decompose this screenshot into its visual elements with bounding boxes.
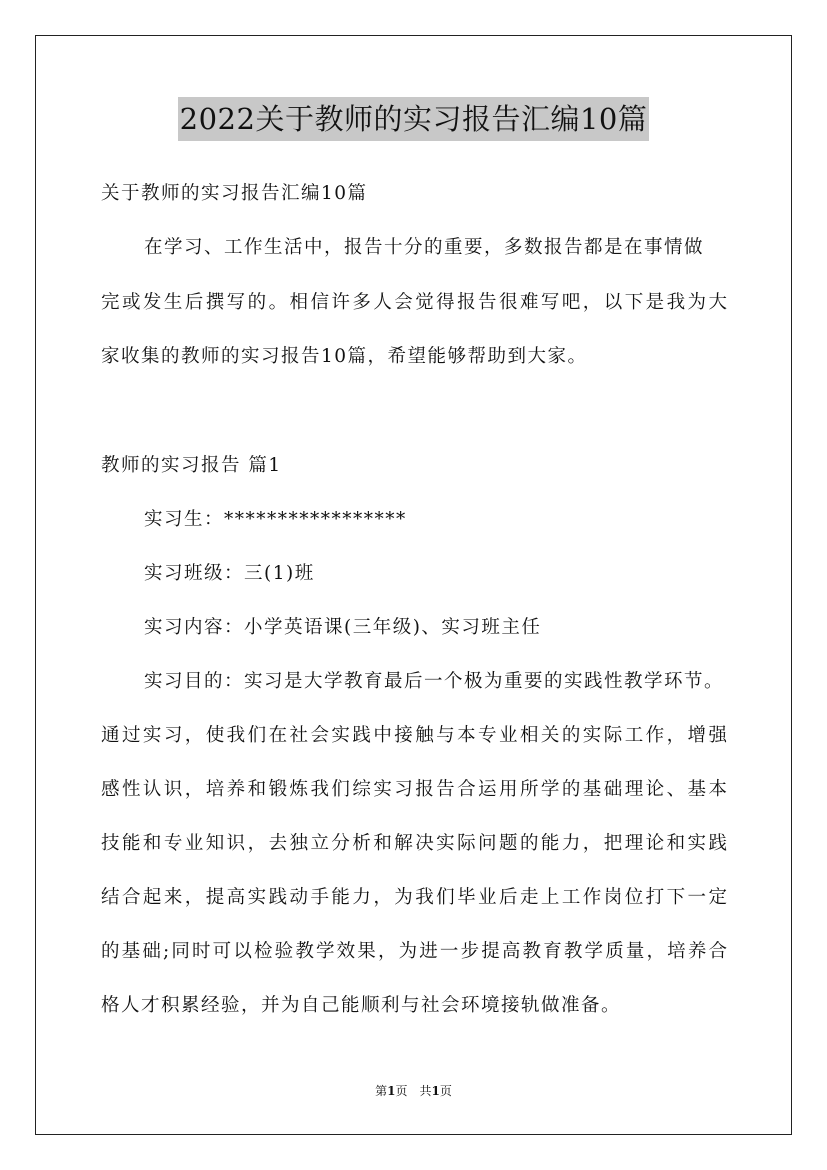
purpose-line-4: 技能和专业知识，去独立分析和解决实际问题的能力，把理论和实践	[101, 833, 727, 854]
purpose-line-6: 的基础;同时可以检验教学效果，为进一步提高教育教学质量，培养合	[101, 941, 727, 962]
document-title: 2022关于教师的实习报告汇编10篇	[178, 97, 650, 141]
field-class: 实习班级：三(1)班	[144, 563, 315, 584]
page-mid: 页 共	[395, 1084, 432, 1098]
intro-line-2: 完或发生后撰写的。相信许多人会觉得报告很难写吧，以下是我为大	[101, 292, 727, 313]
field-student: 实习生：*****************	[144, 509, 407, 530]
purpose-line-5: 结合起来，提高实践动手能力，为我们毕业后走上工作岗位打下一定	[101, 887, 727, 908]
intro-line-1: 在学习、工作生活中，报告十分的重要，多数报告都是在事情做	[144, 237, 705, 258]
page-prefix: 第	[375, 1084, 388, 1098]
intro-line-3: 家收集的教师的实习报告10篇，希望能够帮助到大家。	[101, 346, 588, 367]
field-content: 实习内容：小学英语课(三年级)、实习班主任	[144, 617, 542, 638]
page-suffix: 页	[439, 1084, 452, 1098]
title-container	[0, 97, 827, 141]
purpose-line-7: 格人才积累经验，并为自己能顺利与社会环境接轨做准备。	[101, 995, 622, 1016]
page-total: 1	[431, 1084, 440, 1098]
page-current: 1	[387, 1084, 396, 1098]
purpose-line-2: 通过实习，使我们在社会实践中接触与本专业相关的实际工作，增强	[101, 725, 727, 746]
purpose-line-1: 实习目的：实习是大学教育最后一个极为重要的实践性教学环节。	[144, 671, 725, 692]
document-subtitle: 关于教师的实习报告汇编10篇	[101, 183, 368, 204]
section-heading: 教师的实习报告 篇1	[101, 455, 282, 476]
page-number-footer	[0, 1083, 827, 1099]
purpose-line-3: 感性认识，培养和锻炼我们综实习报告合运用所学的基础理论、基本	[101, 779, 727, 800]
